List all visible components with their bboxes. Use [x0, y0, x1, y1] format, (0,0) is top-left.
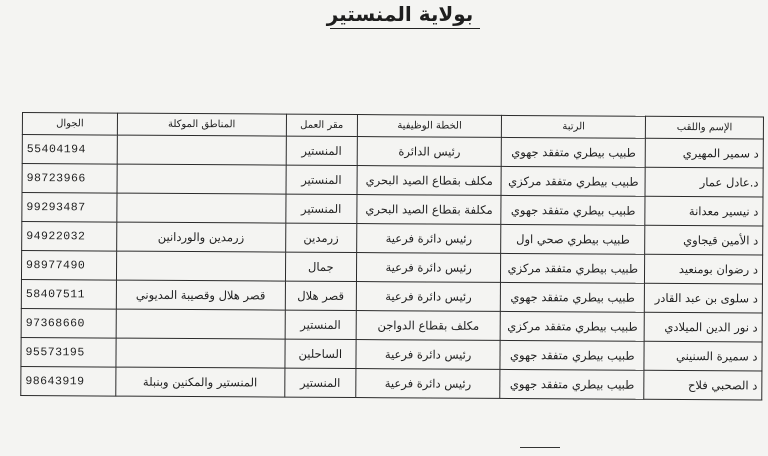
cell-areas: زرمدين والوردانين [117, 222, 286, 252]
table-row [22, 193, 763, 227]
cell-function: رئيس دائرة فرعية [356, 282, 500, 312]
cell-rank: طبيب بيطري متفقد مركزي [501, 253, 645, 283]
cell-areas: المنستير والمكنين وبنبلة [116, 367, 285, 397]
header-function: الخطة الوظيفية [357, 115, 501, 138]
cell-rank: طبيب بيطري متفقد جهوي [500, 369, 644, 399]
cell-rank: طبيب بيطري متفقد مركزي [500, 311, 644, 341]
cell-name: د.عادل عمار [645, 167, 763, 197]
cell-areas [116, 309, 285, 339]
table-row [22, 135, 763, 169]
cell-workplace: الساحلين [285, 339, 357, 368]
cell-function: رئيس دائرة فرعية [357, 224, 501, 254]
cell-rank: طبيب بيطري متفقد جهوي [500, 340, 644, 370]
cell-phone: 99293487 [22, 193, 117, 223]
cell-phone: 94922032 [22, 222, 117, 252]
cell-areas [117, 135, 286, 165]
cell-function: مكلفة بقطاع الصيد البحري [357, 195, 501, 225]
cell-function: رئيس دائرة فرعية [357, 253, 501, 283]
cell-workplace: المنستير [286, 136, 358, 165]
cell-areas [116, 251, 285, 281]
cell-name: د نور الدين الميلادي [644, 312, 762, 342]
cell-rank: طبيب بيطري صحي اول [501, 224, 645, 254]
table-row [21, 251, 762, 285]
cell-name: د الأمين قيجاوي [645, 225, 763, 255]
table-row [21, 279, 762, 313]
cell-phone: 98723966 [22, 164, 117, 194]
cell-rank: طبيب بيطري متفقد جهوي [501, 195, 645, 225]
bottom-scan-mark [520, 447, 560, 454]
cell-rank: طبيب بيطري متفقد مركزي [501, 166, 645, 196]
cell-workplace: قصر هلال [285, 281, 357, 310]
table-row [22, 164, 763, 198]
cell-phone: 98643919 [21, 366, 116, 396]
table-row [21, 366, 762, 400]
cell-function: رئيس الدائرة [357, 137, 501, 167]
cell-workplace: المنستير [286, 165, 358, 194]
staff-table [20, 112, 764, 401]
cell-name: د سلوى بن عبد القادر [645, 283, 763, 313]
header-areas: المناطق الموكلة [117, 113, 286, 136]
cell-workplace: المنستير [285, 310, 357, 339]
title-underline [330, 28, 480, 29]
cell-rank: طبيب بيطري متفقد جهوي [500, 282, 644, 312]
header-workplace: مقر العمل [286, 114, 358, 136]
cell-workplace: المنستير [284, 368, 356, 397]
cell-name: د الصحبي فلاح [644, 370, 762, 400]
cell-name: د نيسير معدانة [645, 196, 763, 226]
page-title: بولاية المنستير [326, 2, 474, 26]
cell-function: رئيس دائرة فرعية [356, 340, 500, 370]
cell-name: د سميرة السنيني [644, 341, 762, 371]
cell-areas: قصر هلال وقصيبة المديوني [116, 280, 285, 310]
cell-name: د رضوان بومنعيد [645, 254, 763, 284]
cell-function: مكلف بقطاع الدواجن [356, 311, 500, 341]
cell-areas [116, 338, 285, 368]
table-row [21, 308, 762, 342]
header-rank: الرتبة [502, 115, 646, 138]
header-phone: الجوال [22, 113, 117, 136]
cell-workplace: المنستير [285, 194, 357, 223]
cell-workplace: زرمدين [285, 223, 357, 252]
header-name: الإسم واللقب [646, 116, 764, 139]
cell-function: رئيس دائرة فرعية [356, 369, 500, 399]
cell-phone: 97368660 [21, 308, 116, 338]
table-row [21, 337, 762, 371]
cell-rank: طبيب بيطري متفقد جهوي [501, 137, 645, 167]
cell-function: مكلف بقطاع الصيد البحري [357, 166, 501, 196]
table-row [22, 222, 763, 256]
cell-areas [117, 164, 286, 194]
cell-phone: 55404194 [22, 135, 117, 165]
cell-phone: 58407511 [21, 279, 116, 309]
cell-phone: 98977490 [21, 251, 116, 281]
cell-workplace: جمال [285, 252, 357, 281]
cell-name: د سمير المهيري [646, 138, 764, 168]
cell-areas [117, 193, 286, 223]
cell-phone: 95573195 [21, 337, 116, 367]
